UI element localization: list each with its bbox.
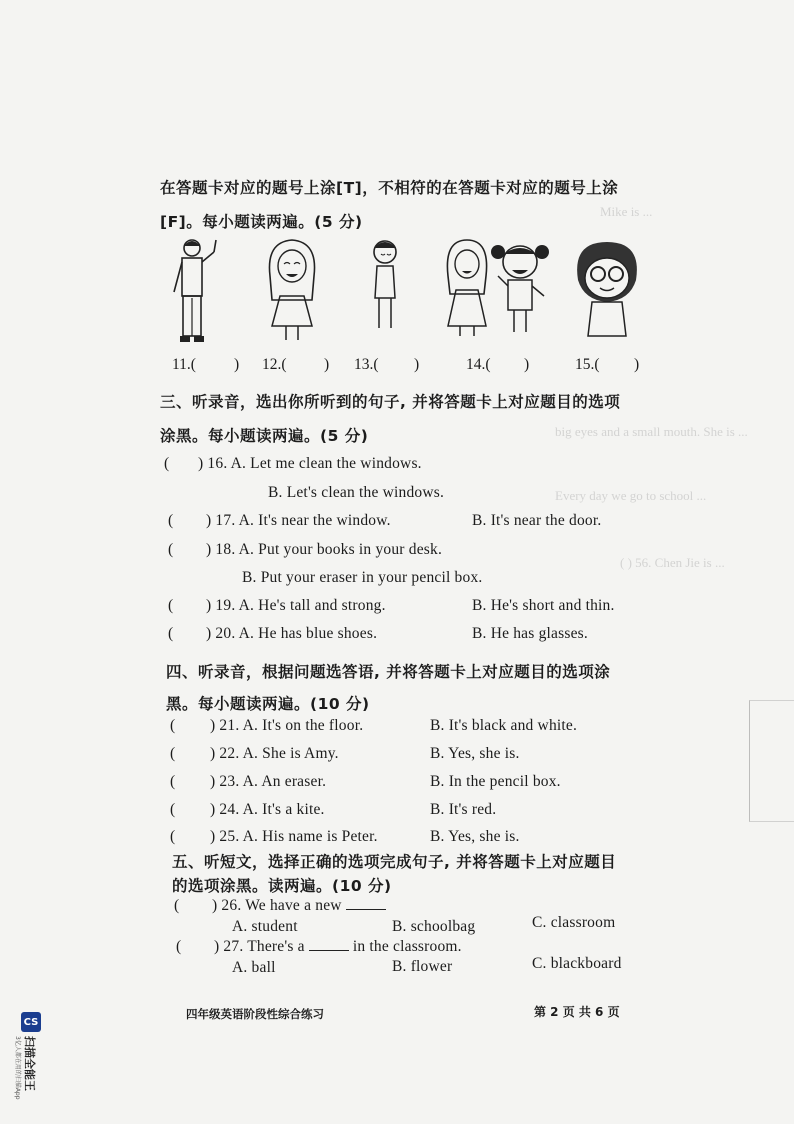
question-27-option-c: C. blackboard xyxy=(532,955,622,972)
question-27-stem-end: in the classroom. xyxy=(352,938,462,955)
question-22-option-a: ) 22. A. She is Amy. xyxy=(210,745,339,762)
question-27-option-b: B. flower xyxy=(392,958,453,975)
section4-title-line1: 四、听录音，根据问题选答语, 并将答题卡上对应题目的选项涂 xyxy=(166,663,611,681)
footer-title: 四年级英语阶段性综合练习 xyxy=(186,1007,324,1021)
answer-paren-27[interactable]: ( xyxy=(176,938,182,955)
scanner-watermark xyxy=(14,1012,48,1112)
question-24-option-b: B. It's red. xyxy=(430,801,497,818)
question-27-blank[interactable] xyxy=(309,938,349,951)
question-27-option-a: A. ball xyxy=(232,959,276,976)
answer-paren-16[interactable]: ( xyxy=(164,455,170,472)
picture-close-paren-13: ) xyxy=(414,356,420,373)
question-21-option-a: ) 21. A. It's on the floor. xyxy=(210,717,364,734)
question-26-stem-text: ) 26. We have a new xyxy=(212,897,342,914)
picture-number-11[interactable]: 11.( xyxy=(172,356,196,373)
question-26-stem xyxy=(212,897,386,915)
question-20-option-b: B. He has glasses. xyxy=(472,625,588,642)
scanner-logo-icon: CS xyxy=(21,1012,41,1032)
answer-paren-26[interactable]: ( xyxy=(174,897,180,914)
footer-page-number: 第 2 页 共 6 页 xyxy=(534,1005,620,1019)
bleed-through-text: ( ) 56. Chen Jie is ... xyxy=(620,555,725,570)
section5-title-line2: 的选项涂黑。读两遍。(10 分) xyxy=(172,877,392,895)
answer-paren-25[interactable]: ( xyxy=(170,828,176,845)
scan-edge-mark xyxy=(749,700,794,822)
picture-close-paren-11: ) xyxy=(234,356,240,373)
picture-close-paren-12: ) xyxy=(324,356,330,373)
girl-long-hair-figure xyxy=(262,236,322,346)
question-18-option-b: B. Put your eraser in your pencil box. xyxy=(242,569,483,586)
question-17-option-a: ) 17. A. It's near the window. xyxy=(206,512,391,529)
girl-dress-figure xyxy=(442,236,492,346)
question-16-option-a: ) 16. A. Let me clean the windows. xyxy=(198,455,422,472)
scanner-brand: 扫描全能王 xyxy=(23,1036,36,1091)
bleed-through-text: big eyes and a small mouth. She is ... xyxy=(555,424,748,439)
boy-glasses-figure xyxy=(572,240,642,340)
question-21-option-b: B. It's black and white. xyxy=(430,717,578,734)
answer-paren-23[interactable]: ( xyxy=(170,773,176,790)
boy-waving-figure xyxy=(170,236,230,346)
picture-close-paren-15: ) xyxy=(634,356,640,373)
question-27-stem xyxy=(214,938,462,956)
instruction-line-1: 在答题卡对应的题号上涂[T]，不相符的在答题卡对应的题号上涂 xyxy=(160,179,619,197)
question-26-option-c: C. classroom xyxy=(532,914,616,931)
question-23-option-b: B. In the pencil box. xyxy=(430,773,561,790)
question-26-option-b: B. schoolbag xyxy=(392,918,476,935)
picture-number-15[interactable]: 15.( xyxy=(575,356,600,373)
question-24-option-a: ) 24. A. It's a kite. xyxy=(210,801,325,818)
answer-paren-17[interactable]: ( xyxy=(168,512,174,529)
question-17-option-b: B. It's near the door. xyxy=(472,512,602,529)
answer-paren-24[interactable]: ( xyxy=(170,801,176,818)
picture-number-13[interactable]: 13.( xyxy=(354,356,379,373)
girl-buns-figure xyxy=(490,236,550,346)
question-27-stem-text: ) 27. There's a xyxy=(214,938,305,955)
question-26-blank[interactable] xyxy=(346,897,386,910)
question-19-option-a: ) 19. A. He's tall and strong. xyxy=(206,597,386,614)
picture-number-14[interactable]: 14.( xyxy=(466,356,491,373)
scanner-subtitle: 3亿人都在用的扫描App xyxy=(14,1036,21,1100)
picture-number-12[interactable]: 12.( xyxy=(262,356,287,373)
bleed-through-text: Every day we go to school ... xyxy=(555,488,707,503)
section3-title-line1: 三、听录音，选出你所听到的句子, 并将答题卡上对应题目的选项 xyxy=(160,393,621,411)
question-23-option-a: ) 23. A. An eraser. xyxy=(210,773,327,790)
question-20-option-a: ) 20. A. He has blue shoes. xyxy=(206,625,378,642)
bleed-through-text: Mike is ... xyxy=(600,204,653,219)
section5-title-line1: 五、听短文，选择正确的选项完成句子, 并将答题卡上对应题目 xyxy=(172,853,617,871)
answer-paren-19[interactable]: ( xyxy=(168,597,174,614)
instruction-line-2: [F]。每小题读两遍。(5 分) xyxy=(160,213,363,231)
section3-title-line2: 涂黑。每小题读两遍。(5 分) xyxy=(160,427,369,445)
girl-pigtails-figure xyxy=(365,236,405,346)
question-22-option-b: B. Yes, she is. xyxy=(430,745,520,762)
section4-title-line2: 黑。每小题读两遍。(10 分) xyxy=(166,695,370,713)
question-25-option-a: ) 25. A. His name is Peter. xyxy=(210,828,378,845)
answer-paren-22[interactable]: ( xyxy=(170,745,176,762)
answer-paren-20[interactable]: ( xyxy=(168,625,174,642)
answer-paren-18[interactable]: ( xyxy=(168,541,174,558)
question-26-option-a: A. student xyxy=(232,918,298,935)
picture-close-paren-14: ) xyxy=(524,356,530,373)
answer-paren-21[interactable]: ( xyxy=(170,717,176,734)
question-18-option-a: ) 18. A. Put your books in your desk. xyxy=(206,541,443,558)
question-25-option-b: B. Yes, she is. xyxy=(430,828,520,845)
question-19-option-b: B. He's short and thin. xyxy=(472,597,615,614)
question-16-option-b: B. Let's clean the windows. xyxy=(268,484,445,501)
